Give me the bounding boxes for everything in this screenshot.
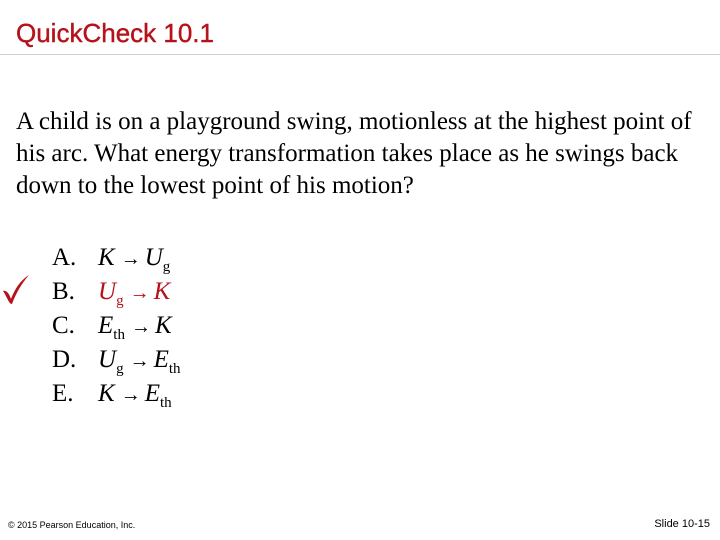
arrow-icon: →	[129, 282, 150, 304]
arrow-icon: →	[120, 384, 141, 406]
option-expression: $K \to U_g$	[98, 244, 171, 275]
arrow-icon: →	[130, 316, 151, 338]
checkmark-icon	[0, 273, 32, 307]
option-d[interactable]	[52, 343, 181, 377]
option-expression: $U_g \to E_{th}$	[98, 346, 181, 377]
option-e[interactable]	[52, 377, 181, 411]
answer-options	[52, 241, 181, 411]
option-a[interactable]	[52, 241, 181, 275]
option-letter: E.	[52, 380, 74, 407]
option-expression: $K \to E_{th}$	[98, 380, 172, 411]
arrow-icon: →	[120, 248, 141, 270]
arrow-icon: →	[129, 350, 150, 372]
option-letter: A.	[52, 244, 77, 271]
option-c[interactable]	[52, 309, 181, 343]
copyright-notice: © 2015 Pearson Education, Inc.	[8, 520, 136, 530]
question-text: A child is on a playground swing, motionless at the highest point of his arc. What energy transformation takes place as he swings back down to the lowest point of his motion?	[16, 108, 692, 199]
slide-title: QuickCheck 10.1	[16, 18, 214, 48]
option-letter: C.	[52, 312, 75, 339]
option-letter: D.	[52, 346, 77, 373]
option-b[interactable]	[52, 275, 181, 309]
option-expression: $U_g \to K$	[98, 278, 171, 309]
title-divider	[0, 54, 720, 55]
slide-number: Slide 10-15	[654, 518, 710, 530]
option-expression: $E_{th} \to K$	[98, 312, 172, 343]
option-letter: B.	[52, 278, 75, 305]
